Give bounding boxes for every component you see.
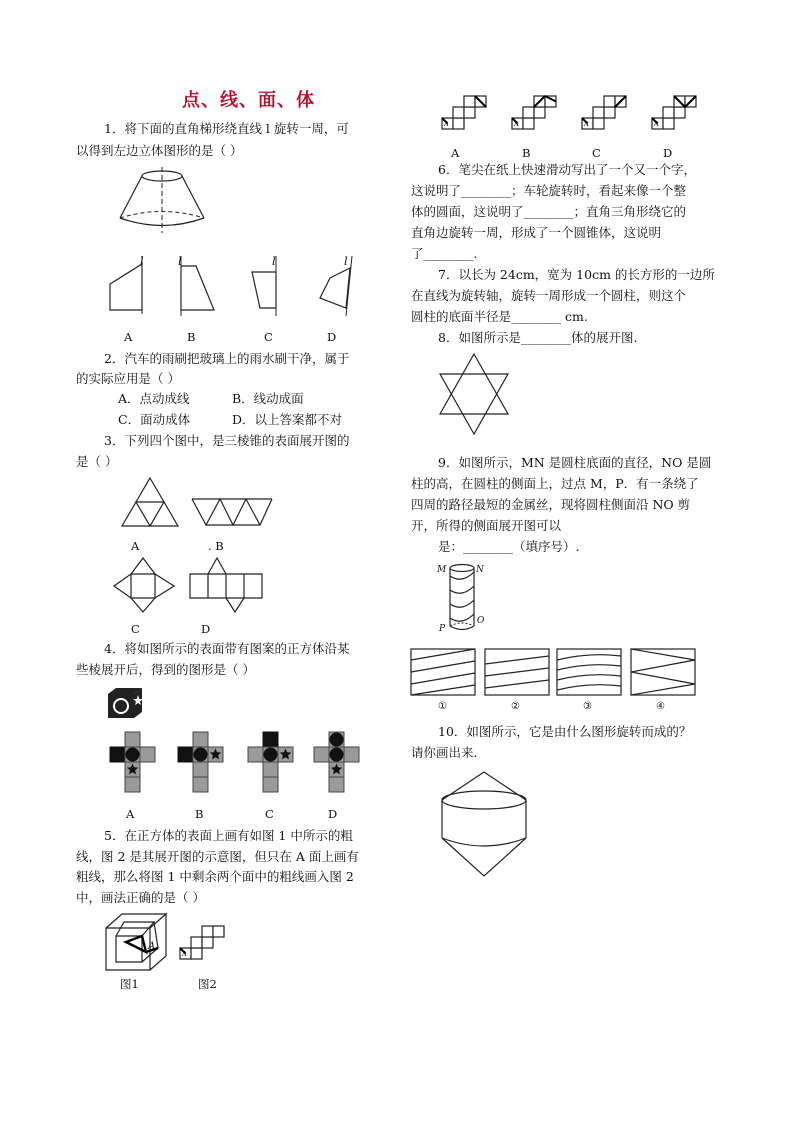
q1-option-d: D [327,330,337,344]
q4-net-a [110,732,155,792]
q8-star-net-figure [432,352,516,436]
q3-option-a-net [116,476,184,530]
q5-option-b: B [522,146,531,160]
q1-axis-label-c: l [272,254,276,268]
q1-axis-label-b: l [178,254,182,268]
q6-text-line3: 体的圆面，这说明了________；直角三角形绕它的 [411,204,687,219]
q5-figure2-caption: 图2 [198,977,217,991]
q9-point-m-label: M [437,565,447,575]
q9-option-2-net [484,648,550,696]
q9-option-3-label: ③ [583,701,592,712]
q7-text-line2: 在直线为旋转轴，旋转一周形成一个圆柱，则这个 [411,288,687,303]
q4-net-c [248,732,293,792]
svg-text:A: A [584,120,589,128]
svg-text:A: A [654,120,659,128]
q3-option-b-net [190,496,274,528]
q1-option-d-figure [316,254,366,320]
q10-text-line1: 10．如图所示，它是由什么图形旋转而成的？ [438,724,692,739]
q2-text-line2: 的实际应用是（ ） [76,371,180,386]
q3-text-line1: 3．下列四个图中，是三棱锥的表面展开图的 [104,433,350,448]
page-title: 点、线、面、体 [182,90,315,111]
q3-text-line2: 是（ ） [76,454,118,469]
q9-text-line5: 是：________（填序号）. [438,539,580,554]
q4-option-a: A [126,807,135,821]
q6-text-line1: 6．笔尖在纸上快速滑动写出了一个又一个字， [438,162,696,177]
q3-option-a: A [131,539,140,553]
q3-option-d-net [186,556,266,614]
q9-option-1-label: ① [438,701,447,712]
svg-text:A: A [444,120,449,128]
q9-option-4-label: ④ [656,701,665,712]
q9-option-3-net [556,648,622,696]
q4-option-d: D [328,807,338,821]
q3-option-d: D [201,622,211,636]
q5-text-line1: 5．在正方体的表面上画有如图 1 中所示的粗 [104,828,353,843]
q9-option-1-net [410,648,476,696]
q2-option-d: D．以上答案都不对 [232,412,343,427]
q3-option-c-net [110,556,180,614]
q5-text-line2: 线，图 2 是其展开图的示意图，但只在 A 面上画有 [76,849,359,864]
q7-text-line3: 圆柱的底面半径是________ cm. [411,309,588,324]
q4-text-line1: 4．将如图所示的表面带有图案的正方体沿某 [104,641,350,656]
q6-text-line5: 了________. [411,246,478,261]
q4-option-b: B [195,807,204,821]
q4-text-line2: 些棱展开后，得到的图形是（ ） [76,662,255,677]
q1-option-b: B [187,330,196,344]
q5-figure1-face-label: A [148,941,156,952]
q2-option-b: B．线动成面 [232,391,304,406]
q1-axis-label-a: l [140,254,144,268]
q4-option-c: C [265,807,274,821]
q9-text-line1: 9．如图所示，MN 是圆柱底面的直径，NO 是圆 [438,455,712,470]
q9-point-p-label: P [439,624,446,634]
q6-text-line4: 直角边旋转一周，形成了一个圆锥体，这说明 [411,225,662,240]
q1-option-a: A [124,330,133,344]
q2-option-a: A．点动成线 [118,391,190,406]
q9-text-line4: 开，所得的侧面展开图可以 [411,518,562,533]
q1-text-line1: 1．将下面的直角梯形绕直线 l 旋转一周，可 [104,121,349,136]
q5-option-d: D [663,146,673,160]
q10-solid-figure [436,770,532,880]
svg-text:A: A [182,950,187,958]
q5-option-a: A [451,146,460,160]
q9-point-n-label: N [476,565,484,575]
q5-text-line3: 粗线，那么将图 1 中剩余两个面中的粗线画入图 2 [76,869,354,884]
q9-text-line3: 四周的路径最短的金属丝，现将圆柱侧面沿 NO 剪 [411,497,691,512]
q1-frustum-figure [112,163,212,235]
q6-text-line2: 这说明了________；车轮旋转时，看起来像一个整 [411,183,687,198]
svg-text:A: A [514,120,519,128]
q7-text-line1: 7．以长为 24cm，宽为 10cm 的长方形的一边所 [438,267,715,282]
q1-option-a-figure [104,254,154,320]
q8-text-line1: 8．如图所示是________体的展开图. [438,330,638,345]
q4-patterned-cube [106,686,146,720]
q1-option-c: C [264,330,273,344]
q1-option-b-figure [176,254,226,320]
q5-text-line4: 中，画法正确的是（ ） [76,890,205,905]
q1-text-line2: 以得到左边立体图形的是（ ） [76,143,243,158]
q4-net-d [314,732,359,792]
q9-text-line2: 柱的高，在圆柱的侧面上，过点 M，P．有一条绕了 [411,476,699,491]
q5-figure1-caption: 图1 [120,977,139,991]
q5-figure2-net [178,924,226,964]
q4-option-nets [108,730,372,798]
q9-option-4-net [630,648,696,696]
q9-point-o-label: O [477,616,485,626]
q5-option-c: C [592,146,601,160]
q10-text-line2: 请你画出来. [411,745,478,760]
q3-option-b: . B [208,539,224,553]
q2-text-line1: 2．汽车的雨刷把玻璃上的雨水刷干净，属于 [104,351,350,366]
q9-option-2-label: ② [511,701,520,712]
q4-net-b [178,732,223,792]
q1-option-c-figure [246,254,296,320]
q5-figure1-cube [104,912,168,972]
q9-cylinder-figure [446,562,478,634]
q5-option-nets [440,94,704,134]
q1-axis-label-d: l [344,254,348,268]
q3-option-c: C [131,622,140,636]
q2-option-c: C．面动成体 [118,412,191,427]
